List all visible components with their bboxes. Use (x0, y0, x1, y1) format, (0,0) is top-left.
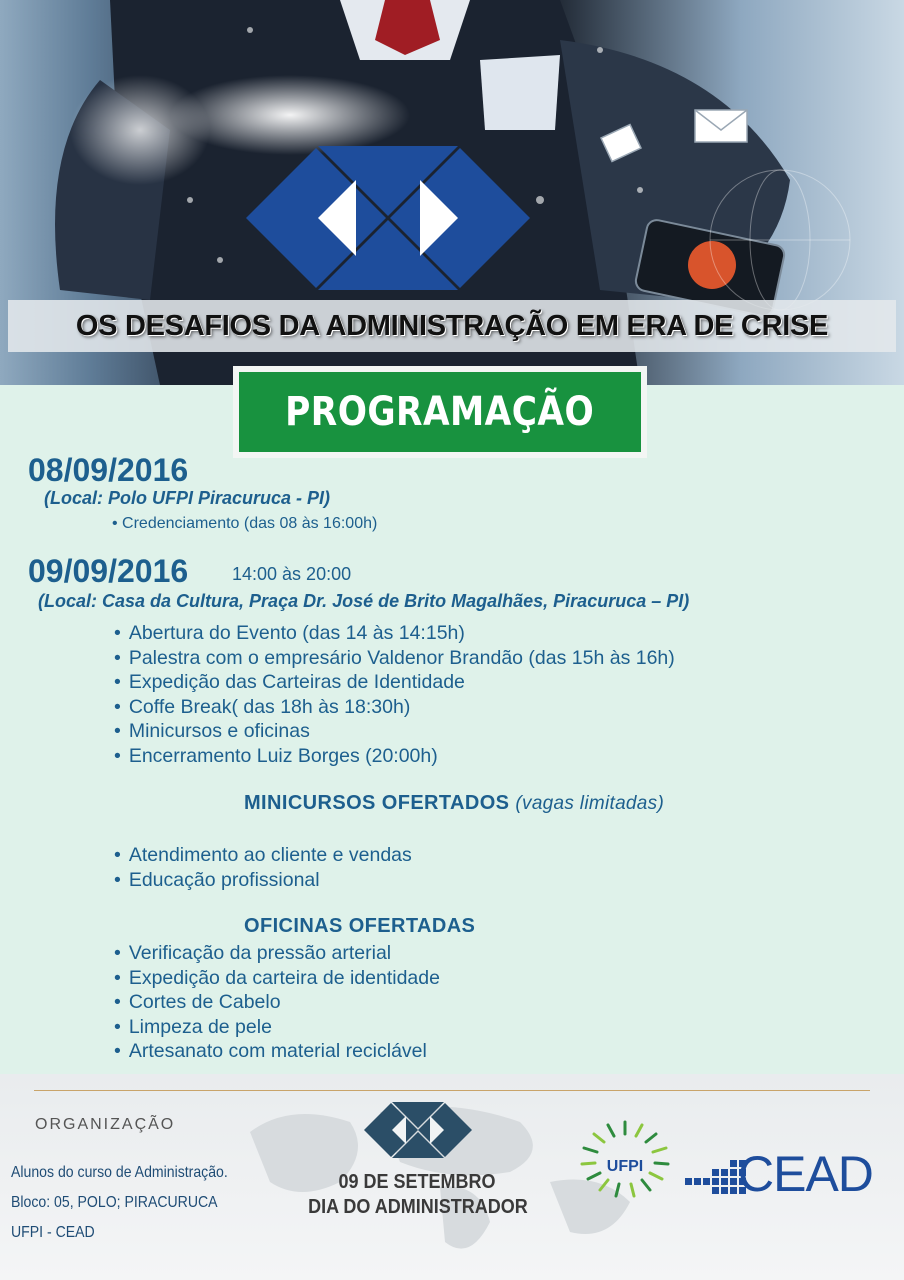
list-item: • Expedição das Carteiras de Identidade (114, 670, 675, 695)
day2-date: 09/09/2016 (28, 553, 189, 589)
list-item: • Palestra com o empresário Valdenor Brandão (das 15h às 16h) (114, 646, 675, 671)
oficinas-list (114, 941, 440, 1064)
cead-logo-text: CEAD (738, 1146, 873, 1202)
ufpi-logo (570, 1116, 680, 1198)
header-banner (0, 0, 904, 385)
event-title: OS DESAFIOS DA ADMINISTRAÇÃO EM ERA DE CRISE (75, 309, 829, 342)
day1-item: • Credenciamento (das 08 às 16:00h) (112, 515, 378, 532)
organization-label: ORGANIZAÇÃO (35, 1116, 176, 1133)
list-item: • Expedição da carteira de identidade (114, 966, 440, 991)
list-item: • Atendimento ao cliente e vendas (114, 843, 412, 868)
minicursos-heading: MINICURSOS OFERTADOS (vagas limitadas) (244, 792, 665, 814)
list-item: • Encerramento Luiz Borges (20:00h) (114, 744, 675, 769)
organization-info: Alunos do curso de Administração. Bloco: 05, POLO; PIRACURUCA UFPI - CEAD (11, 1164, 228, 1241)
minicursos-list (114, 843, 412, 892)
list-item: • Verificação da pressão arterial (114, 941, 440, 966)
administrator-day: 09 DE SETEMBRO DIA DO ADMINISTRADOR (308, 1171, 528, 1218)
event-title-bar (8, 300, 896, 352)
footer (0, 1074, 904, 1280)
program-banner (233, 366, 647, 458)
list-item: • Artesanato com material reciclável (114, 1039, 440, 1064)
ufpi-logo-text: UFPI (606, 1158, 644, 1175)
admin-council-logo-small (364, 1102, 472, 1158)
program-heading: PROGRAMAÇÃO (285, 389, 595, 435)
list-item: • Minicursos e oficinas (114, 719, 675, 744)
oficinas-heading: OFICINAS OFERTADAS (244, 915, 476, 937)
day2-location: (Local: Casa da Cultura, Praça Dr. José de Brito Magalhães, Piracuruca – PI) (38, 591, 690, 611)
list-item: • Limpeza de pele (114, 1015, 440, 1040)
minicursos-note: (vagas limitadas) (515, 793, 665, 814)
day2-schedule-list (114, 621, 675, 768)
list-item: • Coffe Break( das 18h às 18:30h) (114, 695, 675, 720)
list-item: • Cortes de Cabelo (114, 990, 440, 1015)
divider (34, 1090, 870, 1091)
day1-date: 08/09/2016 (28, 452, 189, 488)
day1-location: (Local: Polo UFPI Piracuruca - PI) (44, 488, 331, 508)
list-item: • Abertura do Evento (das 14 às 14:15h) (114, 621, 675, 646)
list-item: • Educação profissional (114, 868, 412, 893)
day2-time: 14:00 às 20:00 (232, 564, 352, 584)
